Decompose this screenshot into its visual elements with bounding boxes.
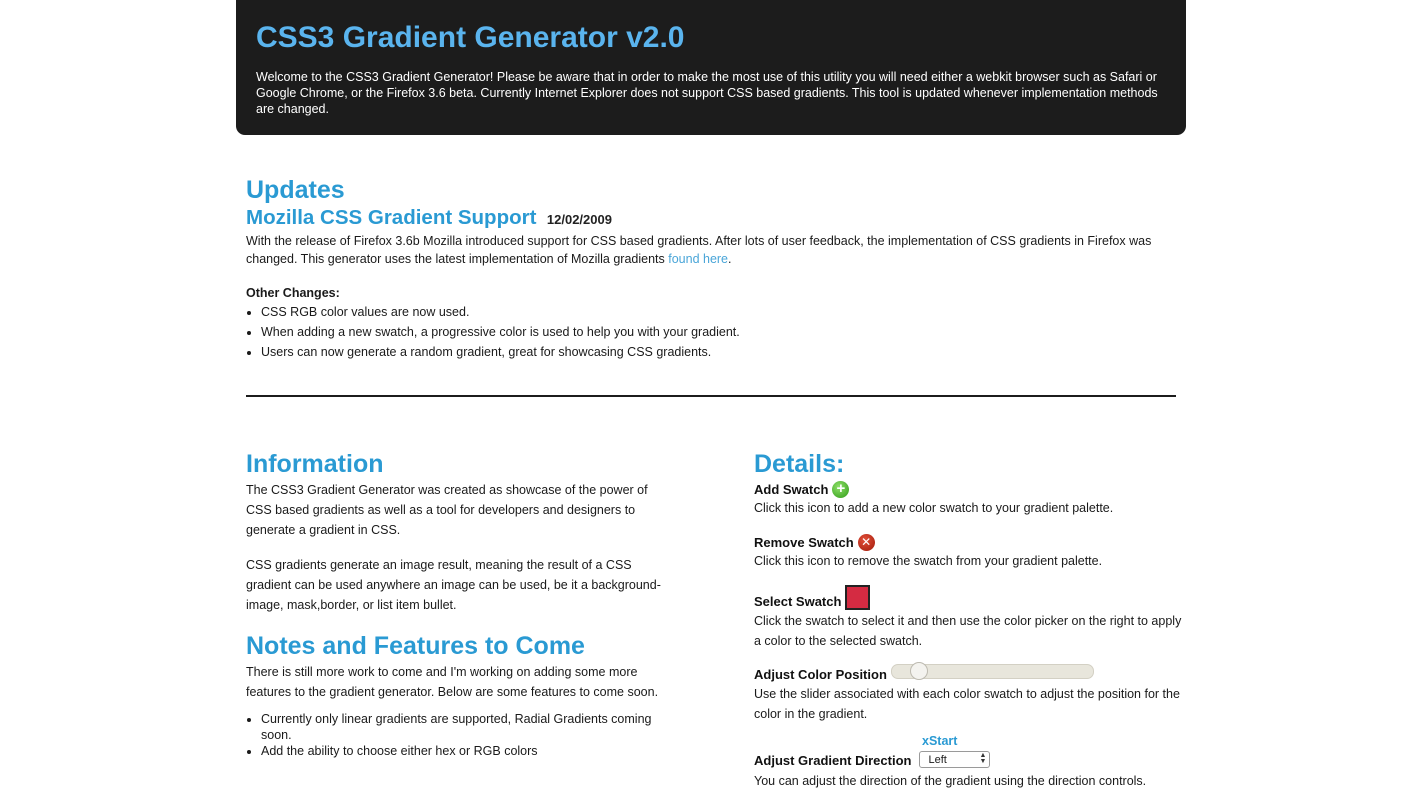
remove-swatch-label: Remove Swatch [754,535,854,550]
updates-section [246,174,1176,362]
post-body [246,232,1176,268]
add-swatch-desc: Click this icon to add a new color swatch to your gradient palette. [754,501,1114,515]
section-divider [246,395,1176,397]
select-swatch-desc: Click the swatch to select it and then use the color picker on the right to apply a color to the selected swatch. [754,614,1182,648]
remove-icon[interactable]: ✕ [858,534,875,551]
post-body-text: With the release of Firefox 3.6b Mozilla introduced support for CSS based gradients. After lots of user feedback, the implementation of CSS gradients in Firefox was changed. This generator uses the latest implementation of Mozilla gradients [246,234,1152,266]
remove-swatch-desc: Click this icon to remove the swatch from your gradient palette. [754,554,1103,568]
intro-text: Welcome to the CSS3 Gradient Generator! Please be aware that in order to make the most use of this utility you will need either a webkit browser such as Safari or Google Chrome, or the Firefox 3.6 beta. Currently Internet Explorer does not support CSS based gradients. This tool is updated whenever implementation methods are changed. [256,70,1158,116]
post-header [246,206,1176,232]
list-item: • Currently only linear gradients are supported, Radial Gradients coming soon. [261,711,671,743]
post-title: Mozilla CSS Gradient Support [246,206,537,229]
site-title: CSS3 Gradient Generator v2.0 [256,21,685,54]
add-swatch-label: Add Swatch [754,482,829,497]
detail-adjust-position [754,666,1184,724]
changes-list [246,302,1176,362]
detail-select-swatch [754,585,1184,651]
post-date: 12/02/2009 [546,212,612,227]
slider-handle[interactable] [910,662,928,680]
information-paragraph-1: The CSS3 Gradient Generator was created as showcase of the power of CSS based gradients as well as a tool for developers and designers to generate a gradient in CSS. [246,483,648,537]
details-heading: Details: [754,450,845,478]
list-item: • When adding a new swatch, a progressive color is used to help you with your gradient. [261,322,1176,342]
updates-heading: Updates [246,176,345,204]
select-swatch-label: Select Swatch [754,594,842,609]
site-header [236,0,1186,135]
detail-add-swatch [754,481,1184,516]
adjust-position-desc: Use the slider associated with each color swatch to adjust the position for the color in the gradient. [754,687,1180,721]
list-item: • Users can now generate a random gradient, great for showcasing CSS gradients. [261,342,1176,362]
color-swatch[interactable] [845,585,870,610]
list-item: • Add the ability to choose either hex or RGB colors [261,743,671,759]
adjust-direction-desc: You can adjust the direction of the gradient using the direction controls. [754,774,1147,788]
information-paragraph-2: CSS gradients generate an image result, meaning the result of a CSS gradient can be used anywhere an image can be used, be it a background-image, mask,border, or list item bullet. [246,558,661,612]
post-body-end: . [728,252,732,266]
features-list [246,711,671,759]
adjust-direction-label: Adjust Gradient Direction [754,753,912,768]
xstart-label: xStart [922,734,958,748]
detail-adjust-direction [754,732,1184,789]
found-here-link[interactable]: found here [668,252,729,266]
notes-heading: Notes and Features to Come [246,632,585,660]
position-slider[interactable] [891,664,1094,679]
xstart-select[interactable] [919,751,990,768]
left-column [246,448,671,759]
notes-paragraph: There is still more work to come and I'm working on adding some more features to the gradient generator. Below are some features to come soon. [246,665,659,699]
other-changes-label: Other Changes: [246,286,340,300]
select-arrows-icon: ▲ ▼ [979,752,987,765]
xstart-selected-value: Left [928,754,947,766]
detail-remove-swatch [754,534,1184,569]
list-item: • CSS RGB color values are now used. [261,302,1176,322]
details-column [754,448,1184,789]
adjust-position-label: Adjust Color Position [754,667,887,682]
add-icon[interactable]: + [832,481,849,498]
information-heading: Information [246,450,384,478]
